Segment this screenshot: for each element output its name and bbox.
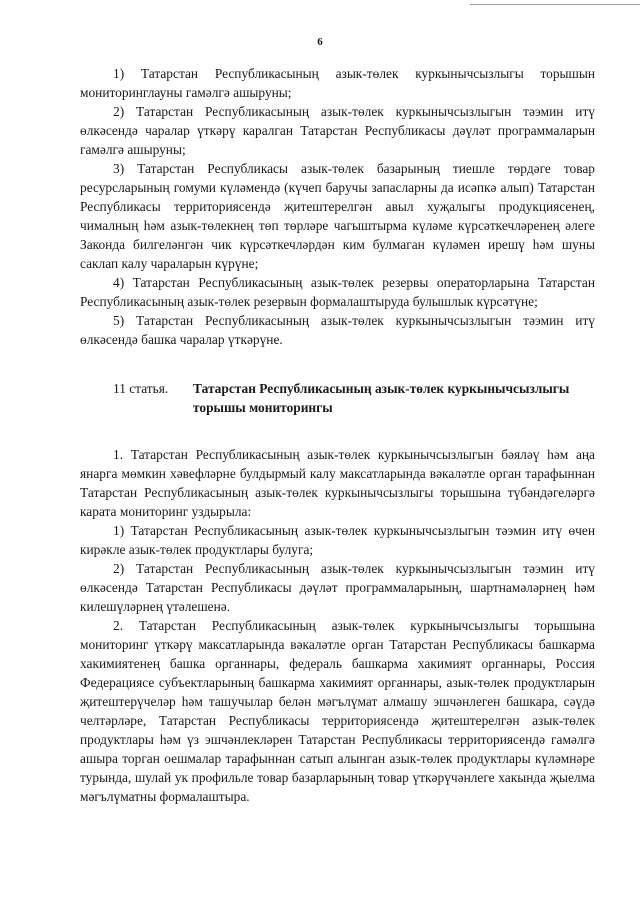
list-item: 5) Татарстан Республикасының азык-төлек куркынычсызлыгын тәэмин итү өлкәсендә башка чаралар үткәрүне. [80,313,595,347]
article-paragraph: 2. Татарстан Республикасының азык-төлек куркынычсызлыгы торышына мониторинг үткәрү максатларында вәкаләтле орган Татарстан Республикасы башкарма хакимиятенең башка органнары, федераль башкарма хакимият органнары, Россия Федерациясе субъектларының башкарма хакимият органнары, азык-төлек продуктларын җитештерүчеләр һәм ташучылар белән мәгълүмат алмашу эшчәнлеген башкара, сәүдә челтәрләре, Татарстан Республикасы территориясендә җитештерелгән азык-төлек продуктлары һәм үз эшчәнлекләрен Татарстан Республикасы территориясендә гамәлгә ашыра торган оешмалар тарафыннан сатып алынган азык-төлек продуктлары күләмнәре турында, шулай ук профильле товар базарларының товар үткәрүчәнлеге хакында җыелма мәгълүматны формалаштыра. [80,618,595,804]
article-number: 11 статья. [113,381,169,396]
list-item: 4) Татарстан Республикасының азык-төлек резервы операторларына Татарстан Республикасының азык-төлек резервын формалаштыруда булышлык күрсәтүне; [80,275,595,309]
article-paragraph: 1) Татарстан Республикасының азык-төлек куркынычсызлыгын тәэмин итү өчен кирәкле азык-төлек продуктлары булуга; [80,523,595,557]
document-body [80,64,595,806]
article-paragraph: 1. Татарстан Республикасының азык-төлек куркынычсызлыгын бәяләү һәм аңа янарга мөмкин хәвефләрне булдырмый калу максатларында вәкаләтле орган тарафыннан Татарстан Республикасының азык-төлек куркынычсызлыгы торышына түбәндәгеләргә карата мониторинг уздырыла: [80,447,595,519]
article-title: Татарстан Республикасының азык-төлек куркынычсызлыгы торышы мониторингы [193,381,570,415]
article-paragraph: 2) Татарстан Республикасының азык-төлек куркынычсызлыгын тәэмин итү өлкәсендә Татарстан Республикасы дәүләт программаларының, шартнамәләрнең һәм килешүләрнең үтәлешенә. [80,561,595,614]
list-item: 2) Татарстан Республикасының азык-төлек куркынычсызлыгын тәэмин итү өлкәсендә чаралар үткәрү каралган Татарстан Республикасы дәүләт программаларын гамәлгә ашыруны; [80,104,595,157]
list-item: 3) Татарстан Республикасы азык-төлек базарының тиешле төрдәге товар ресурсларының гомуми күләмендә (күчеп баручы запасларны да исәпкә алып) Татарстан Республикасы территориясендә җитештерелгән авыл хуҗалыгы продукциясенең, чималның һәм азык-төлекнең төп төрләре чагыштырма күләме күрсәткечләренең әлеге Законда билгеләнгән чик күрсәткечләрдән ким булмаган күләмен ирешү һәм шуны саклап калу чараларын күрүне; [80,161,595,271]
top-border-line [470,4,640,5]
page-number: 6 [317,36,323,48]
list-item: 1) Татарстан Республикасының азык-төлек куркынычсызлыгы торышын мониторинглауны гамәлгә ашыруны; [80,66,595,100]
article-heading [80,379,595,417]
